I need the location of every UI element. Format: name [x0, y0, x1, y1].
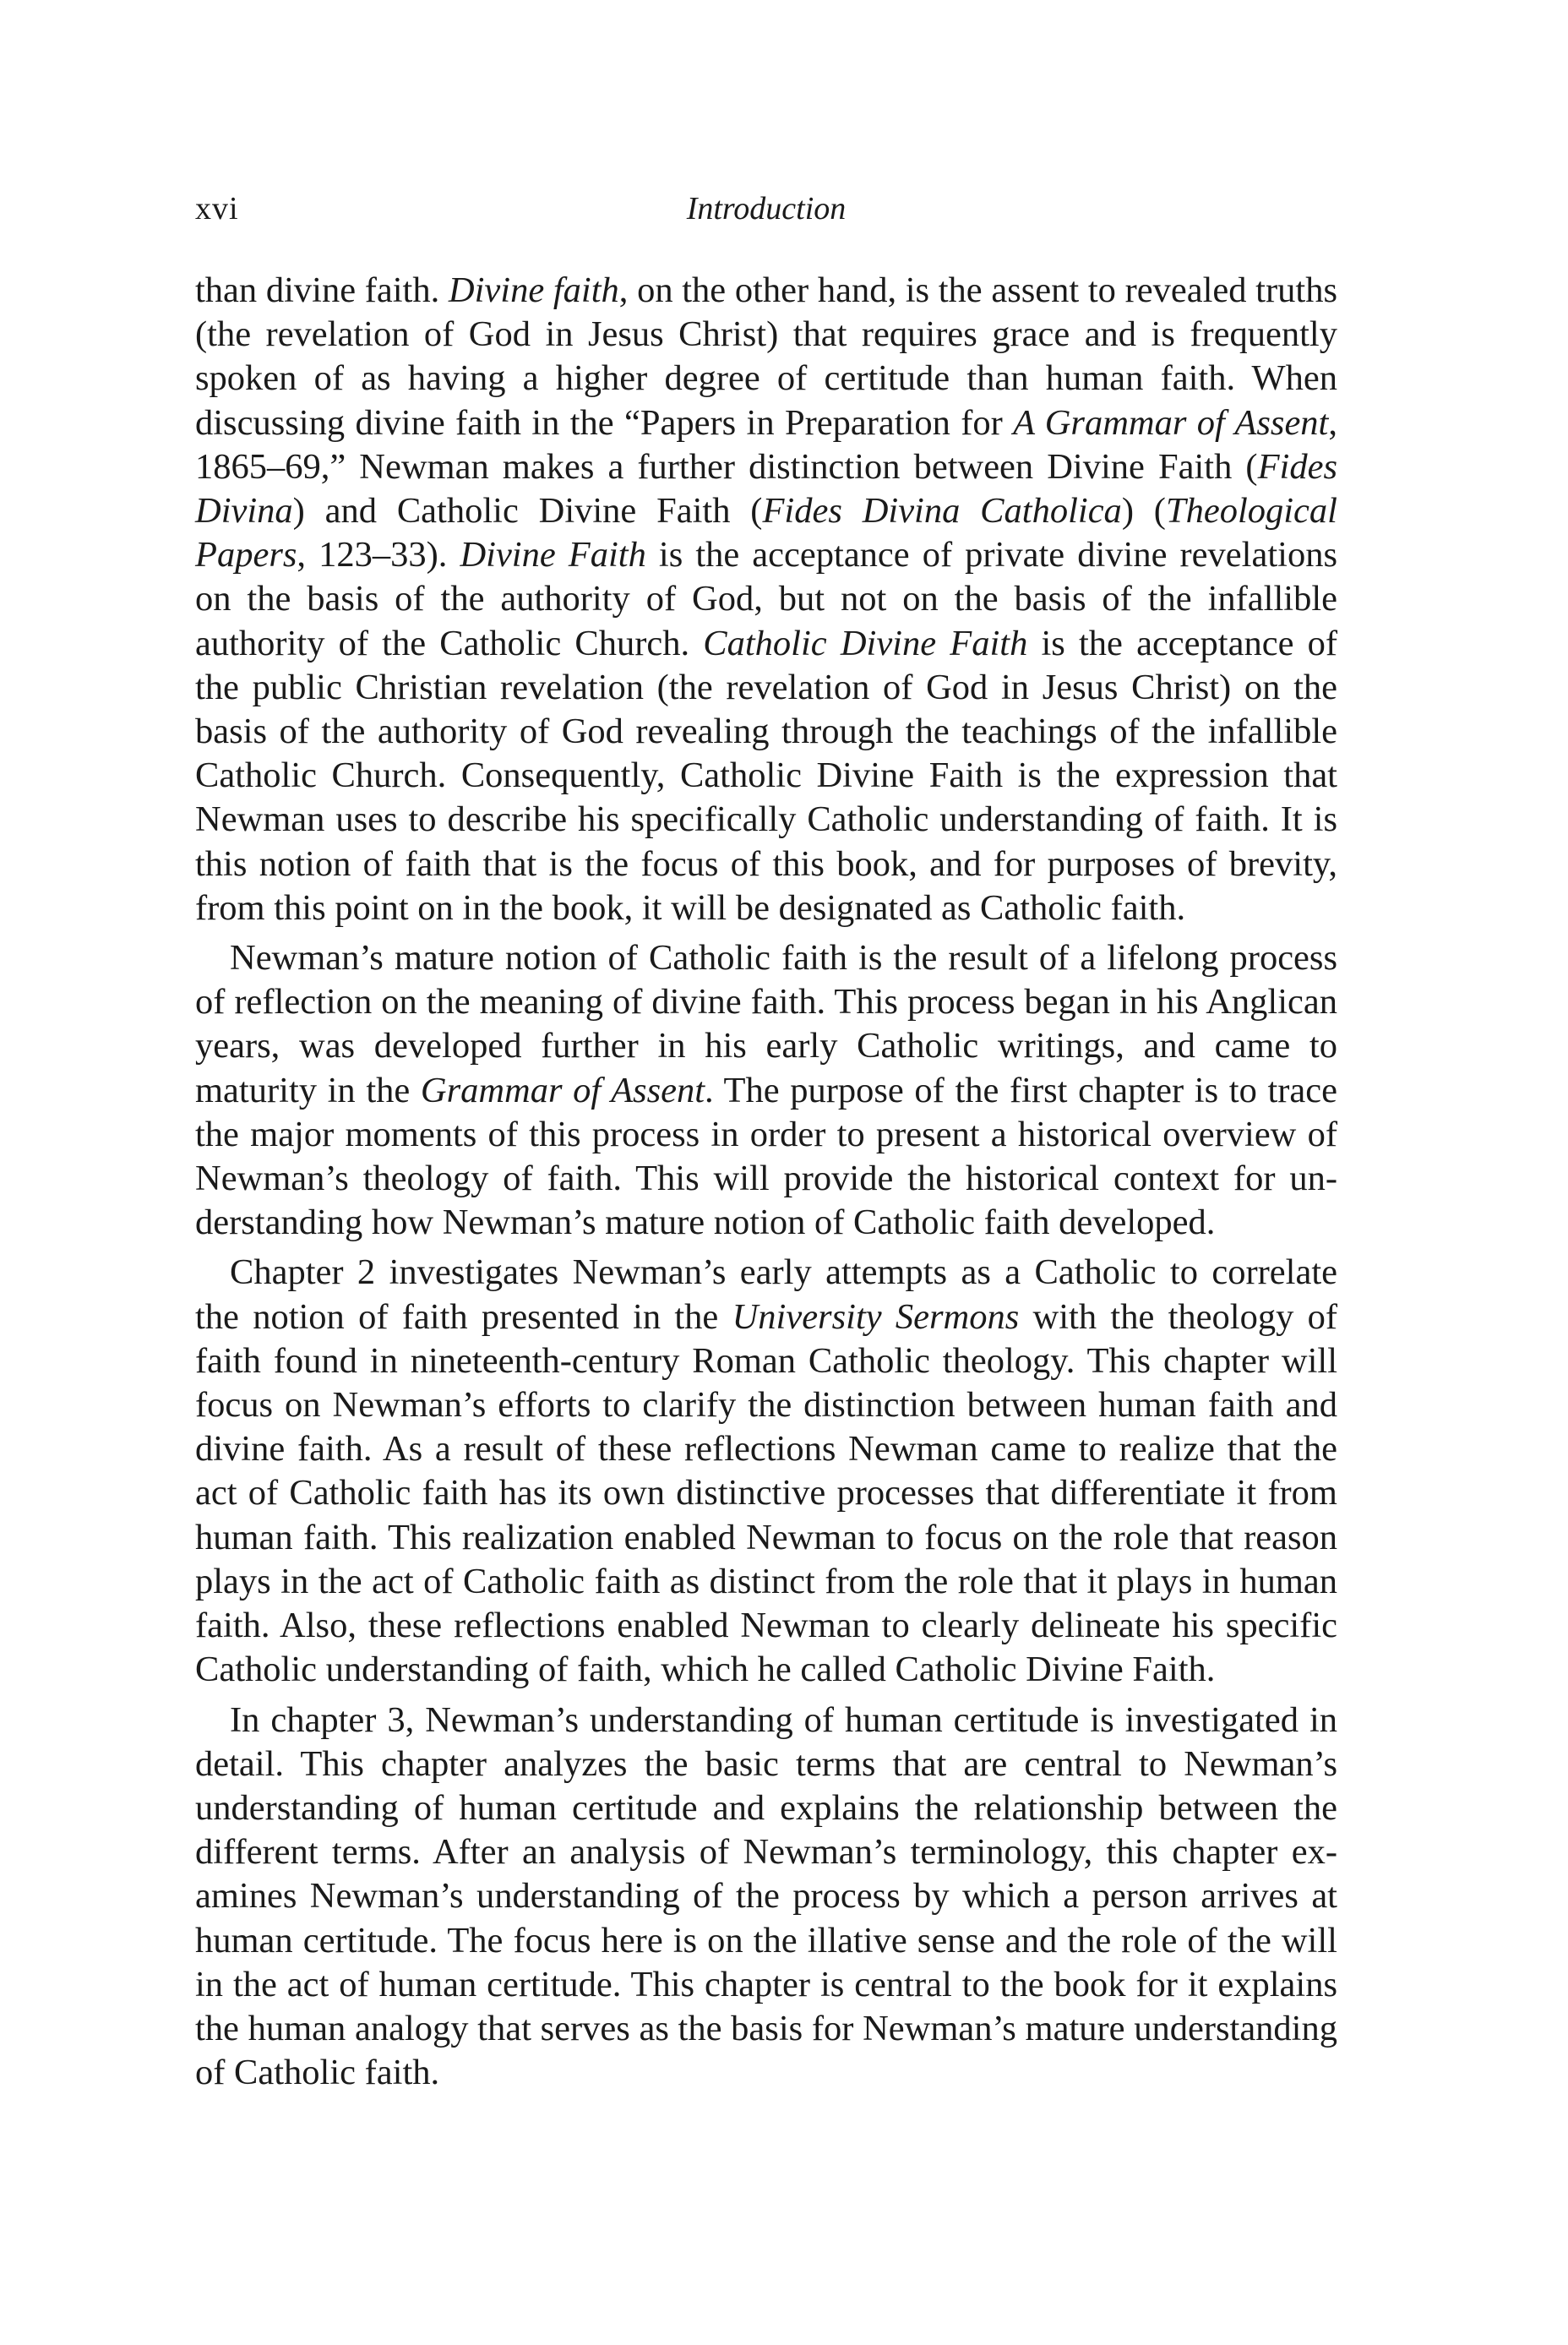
- body-text: [195, 269, 1337, 2095]
- italic-text-run: Theological Papers: [195, 491, 1337, 575]
- running-head-title: Introduction: [686, 191, 847, 226]
- paragraph: [195, 1251, 1337, 1692]
- italic-text-run: Grammar of Assent: [420, 1070, 705, 1110]
- paragraph: [195, 269, 1337, 930]
- text-run: is the acceptance of private divine revelations on the basis of the authority of God, but not on the basis of the infallible authority of the Catholic Church.: [195, 535, 1337, 663]
- text-run: In chapter 3, Newman’s understanding of human certitude is investigated in detail. This chapter analyzes the basic terms that are central to Newman’s understanding of human certitude and explains the relationship between the different terms. After an analysis of Newman’s terminology, this chapter examines Newman’s understanding of the process by which a person arrives at human certitude. The focus here is on the illative sense and the role of the will in the act of human certitude. This chapter is central to the book for it explains the human analogy that serves as the basis for Newman’s mature understanding of Catholic faith.: [195, 1699, 1337, 2093]
- running-head: [195, 188, 1337, 230]
- text-run: Chapter 2 investigates Newman’s early attempts as a Catholic to correlate the notion of faith presented in the: [195, 1252, 1337, 1337]
- text-run: , 1865–69,” Newman makes a further distinction between Divine Faith (: [195, 402, 1337, 487]
- page-number: xvi: [195, 191, 239, 226]
- text-run: than divine faith.: [195, 270, 449, 310]
- paragraph: [195, 1699, 1337, 2096]
- text-run: is the acceptance of the public Christian revelation (the revelation of God in Jesus Christ) on the basis of the authority of God revealing through the teachings of the infallible Catholic Church. Consequently, Catholic Divine Faith is the expression that Newman uses to describe his specifically Catholic understanding of faith. It is this notion of faith that is the focus of this book, and for purposes of brevity, from this point on in the book, it will be designated as Catholic faith.: [195, 623, 1337, 928]
- italic-text-run: A Grammar of Assent: [1013, 402, 1329, 443]
- text-run: , 123–33).: [297, 535, 460, 575]
- italic-text-run: Fides Divina Catholica: [762, 491, 1122, 532]
- paragraph: [195, 936, 1337, 1245]
- italic-text-run: University Sermons: [732, 1296, 1020, 1337]
- text-run: with the theology of faith found in nineteenth-century Roman Catholic theology. This chapter will focus on Newman’s efforts to clarify the distinction between human faith and divine faith. As a result of these reflections Newman came to realize that the act of Catholic faith has its own distinctive processes that differentiate it from human faith. This realization enabled Newman to focus on the role that reason plays in the act of Catholic faith as distinct from the role that it plays in human faith. Also, these reflections enabled Newman to clearly delineate his specific Catholic understanding of faith, which he called Catholic Divine Faith.: [195, 1296, 1337, 1690]
- italic-text-run: Divine faith: [448, 270, 619, 310]
- text-run: ) and Catholic Divine Faith (: [292, 491, 763, 532]
- italic-text-run: Divine Faith: [460, 535, 646, 575]
- text-run: . The purpose of the first chapter is to trace the major moments of this process in order to present a historical overview of Newman’s theology of faith. This will provide the historical context for understanding how Newman’s mature notion of Catholic faith developed.: [195, 1070, 1338, 1243]
- italic-text-run: Fides Divina: [195, 446, 1337, 532]
- text-run: Newman’s mature notion of Catholic faith is the result of a lifelong process of reflection on the meaning of divine faith. This process began in his Anglican years, was developed further in his early Catholic writings, and came to maturity in the: [195, 938, 1337, 1110]
- text-run: ) (: [1121, 491, 1166, 532]
- italic-text-run: Catholic Divine Faith: [703, 623, 1028, 663]
- text-run: , on the other hand, is the assent to revealed truths (the revelation of God in Jesus Christ) that requires grace and is frequently spoken of as having a higher degree of certitude than human faith. When discussing divine faith in the “Papers in Preparation for: [195, 270, 1337, 443]
